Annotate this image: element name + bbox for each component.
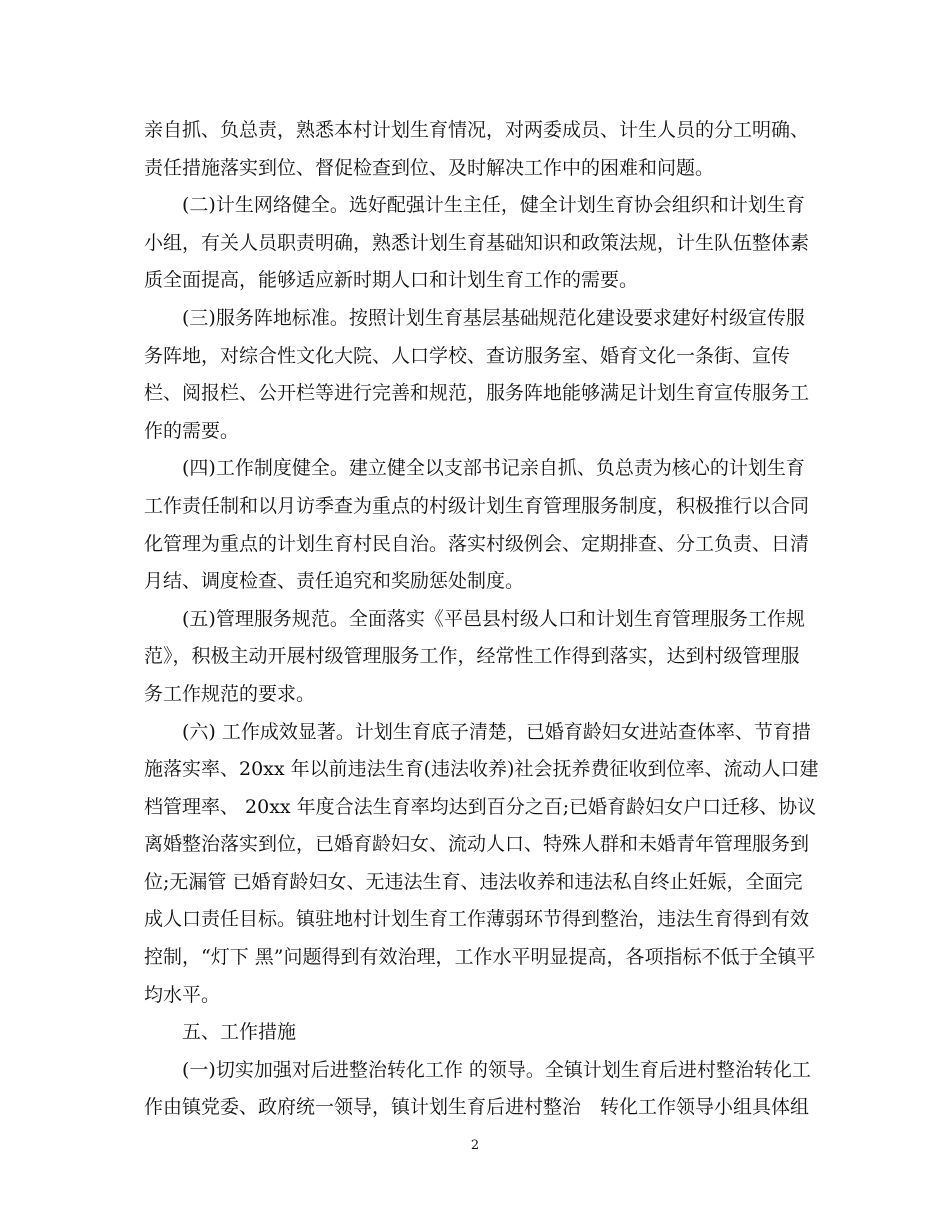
text-line: 施落实率、20xx 年以前违法生育(违法收养)社会抚养费征收到位率、流动人口建: [144, 758, 819, 781]
text-line: 亲自抓、负总责，熟悉本村计划生育情况，对两委成员、计生人员的分工明确、: [144, 119, 810, 141]
text-line: 位;无漏管 已婚育龄妇女、无违法生育、违法收养和违法私自终止妊娠，全面完: [144, 870, 803, 893]
page-number: 2: [470, 1138, 480, 1153]
paragraph-start-line: (六) 工作成效显著。计划生育底子清楚，已婚育龄妇女进站查体率、节育措: [182, 720, 811, 743]
paragraph-start-line: (四)工作制度健全。建立健全以支部书记亲自抓、负总责为核心的计划生育: [182, 457, 805, 480]
text-line: 控制，“灯下 黑”问题得到有效治理，工作水平明显提高，各项指标不低于全镇平: [144, 946, 816, 969]
text-line: 质全面提高，能够适应新时期人口和计划生育工作的需要。: [144, 269, 639, 292]
text-line: 化管理为重点的计划生育村民自治。落实村级例会、定期排查、分工负责、日清: [144, 532, 810, 555]
text-line: 工作责任制和以月访季查为重点的村级计划生育管理服务制度，积极推行以合同: [144, 494, 810, 517]
paragraph-start-line: (二)计生网络健全。选好配强计生主任，健全计划生育协会组织和计划生育: [182, 194, 805, 217]
text-line: 离婚整治落实到位，已婚育龄妇女、流动人口、特殊人群和未婚青年管理服务到: [144, 833, 810, 856]
text-line: 范》，积极主动开展村级管理服务工作，经常性工作得到落实，达到村级管理服: [144, 645, 800, 668]
text-line: 责任措施落实到位、督促检查到位、及时解决工作中的困难和问题。: [144, 156, 715, 179]
paragraph-start-line: (一)切实加强对后进整治转化工作 的领导。全镇计划生育后进村整治转化工: [182, 1058, 811, 1081]
text-line: 均水平。: [144, 983, 221, 1006]
text-line: 务工作规范的要求。: [144, 682, 316, 705]
text-line: 作的需要。: [144, 419, 240, 442]
text-line: 成人口责任目标。镇驻地村计划生育工作薄弱环节得到整治，违法生育得到有效: [144, 908, 810, 931]
text-line: 小组，有关人员职责明确，熟悉计划生育基础知识和政策法规，计生队伍整体素: [144, 231, 810, 254]
section-heading: 五、工作措施: [182, 1021, 297, 1044]
text-line: 月结、调度检查、责任追究和奖励惩处制度。: [144, 570, 525, 593]
text-line: 档管理率、 20xx 年度合法生育率均达到百分之百;已婚育龄妇女户口迁移、协议: [144, 795, 817, 818]
paragraph-start-line: (三)服务阵地标准。按照计划生育基层基础规范化建设要求建好村级宣传服: [182, 306, 805, 329]
document-body: [144, 112, 819, 1127]
paragraph-start-line: (五)管理服务规范。全面落实《平邑县村级人口和计划生育管理服务工作规: [182, 607, 805, 630]
text-line: 务阵地，对综合性文化大院、人口学校、查访服务室、婚育文化一条街、宣传: [144, 344, 791, 367]
text-line: 栏、阅报栏、公开栏等进行完善和规范，服务阵地能够满足计划生育宣传服务工: [144, 382, 810, 405]
text-line: 作由镇党委、政府统一领导，镇计划生育后进村整治 转化工作领导小组具体组: [144, 1096, 810, 1119]
